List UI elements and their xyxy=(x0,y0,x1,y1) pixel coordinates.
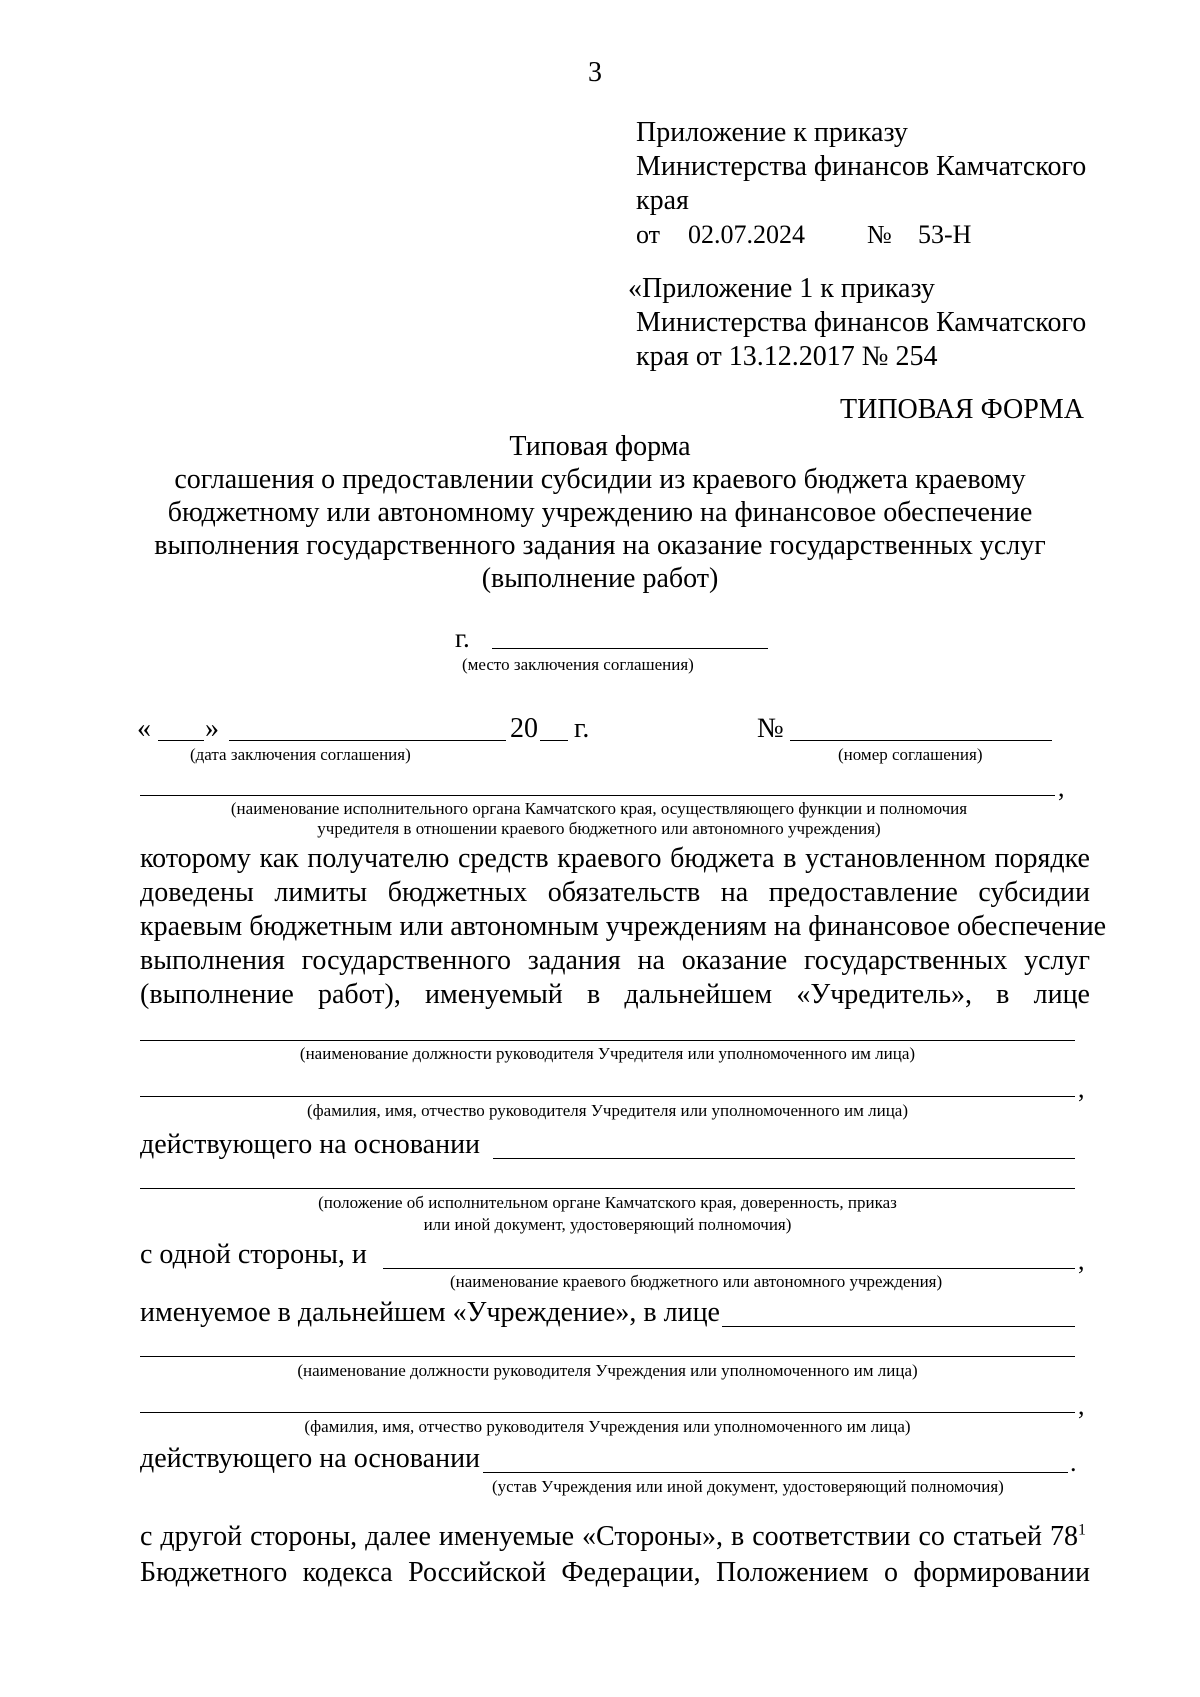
institution-basis-field-line[interactable] xyxy=(483,1472,1068,1473)
appendix1-line3: края от 13.12.2017 № 254 xyxy=(636,341,938,372)
body1-line4: выполнения государственного задания на оказание государственных услуг xyxy=(140,945,1090,976)
order-number-sign: № xyxy=(867,220,892,249)
founder-fio-caption: (фамилия, имя, отчество руководителя Учредителя или уполномоченного им лица) xyxy=(306,1101,909,1120)
title-line4: выполнения государственного задания на оказание государственных услуг xyxy=(154,530,1046,561)
institution-basis-caption: (устав Учреждения или иной документ, удостоверяющий полномочия) xyxy=(492,1477,1004,1496)
founder-acting-basis-label: действующего на основании xyxy=(140,1129,481,1160)
year-prefix: 20 xyxy=(510,713,538,744)
order-from-label: от xyxy=(636,220,661,249)
place-caption: (место заключения соглашения) xyxy=(462,655,694,674)
form-type-label: ТИПОВАЯ ФОРМА xyxy=(840,394,1084,425)
institution-fio-comma: , xyxy=(1078,1391,1085,1420)
founder-org-caption1: (наименование исполнительного органа Камчатского края, осуществляющего функции и полномочия xyxy=(230,799,968,818)
founder-org-field-line[interactable] xyxy=(140,795,1055,796)
body1-line1: которому как получателю средств краевого бюджета в установленном порядке xyxy=(140,843,1090,874)
order-appendix-line3: края xyxy=(636,185,689,216)
date-caption: (дата заключения соглашения) xyxy=(190,745,411,764)
institution-name-field-line[interactable] xyxy=(383,1268,1075,1269)
body2-line2: Бюджетного кодекса Российской Федерации, Положением о формировании xyxy=(140,1557,1090,1588)
place-field-line[interactable] xyxy=(492,648,768,649)
title-line1: Типовая форма xyxy=(509,431,691,462)
founder-org-caption2: учредителя в отношении краевого бюджетного или автономного учреждения) xyxy=(317,819,881,838)
date-open-quote: « xyxy=(137,713,151,744)
founder-position-field-line[interactable] xyxy=(140,1040,1075,1041)
month-field-line[interactable] xyxy=(229,740,506,741)
institution-basis-period: . xyxy=(1070,1448,1077,1477)
year-suffix: г. xyxy=(574,713,590,744)
title-line5: (выполнение работ) xyxy=(481,563,719,594)
day-field-line[interactable] xyxy=(158,740,204,741)
institution-fio-caption: (фамилия, имя, отчество руководителя Учреждения или уполномоченного им лица) xyxy=(304,1417,911,1436)
institution-referred-label: именуемое в дальнейшем «Учреждение», в лице xyxy=(140,1297,720,1328)
founder-basis-caption2: или иной документ, удостоверяющий полномочия) xyxy=(423,1215,792,1234)
order-appendix-line2: Министерства финансов Камчатского xyxy=(636,151,1087,182)
institution-position-field-line[interactable] xyxy=(140,1356,1075,1357)
institution-person-field-line[interactable] xyxy=(722,1326,1075,1327)
institution-name-comma: , xyxy=(1078,1246,1085,1275)
title-line2: соглашения о предоставлении субсидии из краевого бюджета краевому xyxy=(174,464,1026,495)
agreement-number-field-line[interactable] xyxy=(790,740,1052,741)
article-superscript: 1 xyxy=(1078,1521,1086,1539)
title-line3: бюджетному или автономному учреждению на финансовое обеспечение xyxy=(167,497,1033,528)
founder-fio-field-line[interactable] xyxy=(140,1096,1075,1097)
order-date: 02.07.2024 xyxy=(688,220,805,249)
institution-name-caption: (наименование краевого бюджетного или автономного учреждения) xyxy=(450,1272,943,1291)
appendix1-line1: «Приложение 1 к приказу xyxy=(628,273,935,304)
appendix1-line2: Министерства финансов Камчатского xyxy=(636,307,1087,338)
institution-fio-field-line[interactable] xyxy=(140,1412,1075,1413)
page-number: 3 xyxy=(588,57,602,88)
founder-org-comma: , xyxy=(1058,773,1065,802)
place-prefix: г. xyxy=(455,623,470,653)
founder-position-caption: (наименование должности руководителя Учредителя или уполномоченного им лица) xyxy=(299,1044,916,1063)
body1-line2: доведены лимиты бюджетных обязательств на предоставление субсидии xyxy=(140,877,1090,908)
founder-basis-field-line[interactable] xyxy=(493,1158,1075,1159)
number-caption: (номер соглашения) xyxy=(838,745,983,764)
founder-basis-field-line2[interactable] xyxy=(140,1188,1075,1189)
agreement-number-sign: № xyxy=(757,713,784,744)
body2-line1-text: с другой стороны, далее именуемые «Стороны», в соответствии со статьей 78 xyxy=(140,1521,1078,1552)
year-field-line[interactable] xyxy=(540,740,568,741)
institution-position-caption: (наименование должности руководителя Учреждения или уполномоченного им лица) xyxy=(297,1361,918,1380)
order-appendix-line1: Приложение к приказу xyxy=(636,117,908,148)
body1-line3: краевым бюджетным или автономным учреждениям на финансовое обеспечение xyxy=(140,911,1107,942)
body2-line1 xyxy=(140,1520,1100,1554)
one-side-label: с одной стороны, и xyxy=(140,1239,367,1270)
founder-basis-caption1: (положение об исполнительном органе Камчатского края, доверенность, приказ xyxy=(318,1193,897,1212)
date-close-quote: » xyxy=(205,713,219,744)
institution-acting-basis-label: действующего на основании xyxy=(140,1443,481,1474)
body1-line5: (выполнение работ), именуемый в дальнейшем «Учредитель», в лице xyxy=(140,979,1090,1010)
order-number: 53-Н xyxy=(918,220,972,249)
founder-fio-comma: , xyxy=(1078,1074,1085,1103)
